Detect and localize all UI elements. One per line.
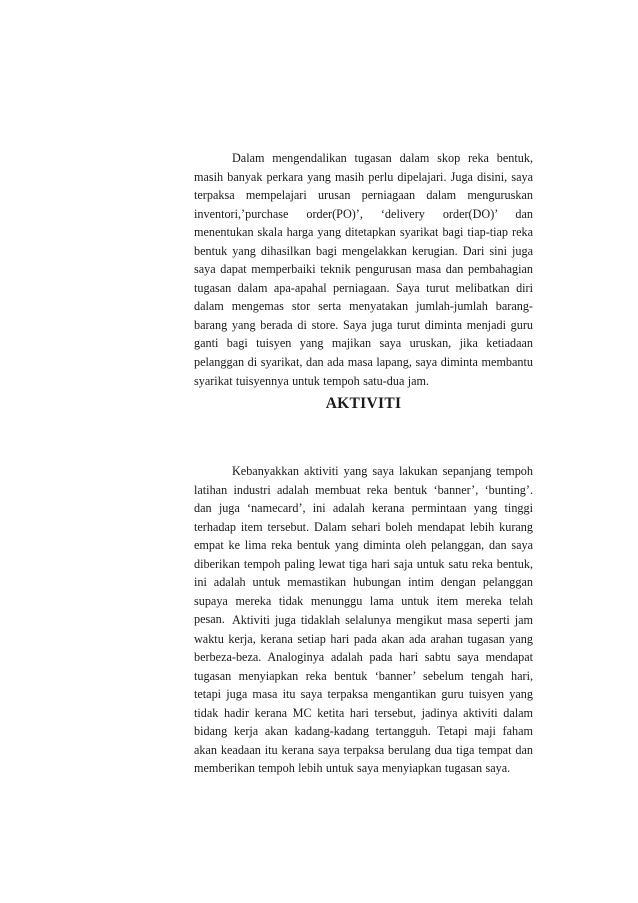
section-heading: AKTIVITI [325,395,402,412]
paragraph-schedule: Aktiviti juga tidaklah selalunya mengikut masa seperti jam waktu kerja, kerana setiap hari pada akan ada arahan tugasan yang berbeza-beza. Analoginya adalah pada hari sabtu saya mendapat tugasan menyiapkan reka bentuk ‘banner’ sebelum tengah hari, tetapi juga masa itu saya terpaksa mengantikan guru tuisyen yang tidak hadir kerana MC ketita hari tersebut, jadinya aktiviti dalam bidang kerja akan kadang-kadang tertangguh. Tetapi maji faham akan keadaan itu kerana saya terpaksa berulang dua tiga tempat dan memberikan tempoh lebih untuk saya menyiapkan tugasan saya. [194,613,533,776]
paragraph-activities: Kebanyakkan aktiviti yang saya lakukan sepanjang tempoh latihan industri adalah membuat reka bentuk ‘banner’, ‘bunting’. dan juga ‘namecard’, ini adalah kerana permintaan yang tinggi terhadap item tersebut. Dalam sehari boleh mendapat lebih kurang empat ke lima reka bentuk yang diminta oleh pelanggan, dan saya diberikan tempoh paling lewat tiga hari saja untuk satu reka bentuk, ini adalah untuk memastikan hubungan intim dengan pelanggan supaya mereka tidak menunggu lama untuk item mereka telah pesan. [194,464,533,627]
paragraph-intro: Dalam mengendalikan tugasan dalam skop reka bentuk, masih banyak perkara yang masih perlu dipelajari. Juga disini, saya terpaksa mempelajari urusan perniagaan dalam menguruskan inventori,’purchase order(PO)’, ‘delivery order(DO)’ dan menentukan skala harga yang ditetapkan syarikat bagi tiap-tiap reka bentuk yang dihasilkan bagi mengelakkan kerugian. Dari sini juga saya dapat memperbaiki teknik pengurusan masa dan pembahagian tugasan dalam apa-apahal perniagaan. Saya turut melibatkan diri dalam mengemas stor serta menyatakan jumlah-jumlah barang-barang yang berada di store. Saya juga turut diminta menjadi guru ganti bagi tuisyen yang majikan saya uruskan, jika ketiadaan pelanggan di syarikat, dan ada masa lapang, saya diminta membantu syarikat tuisyennya untuk tempoh satu-dua jam. [194,151,533,388]
